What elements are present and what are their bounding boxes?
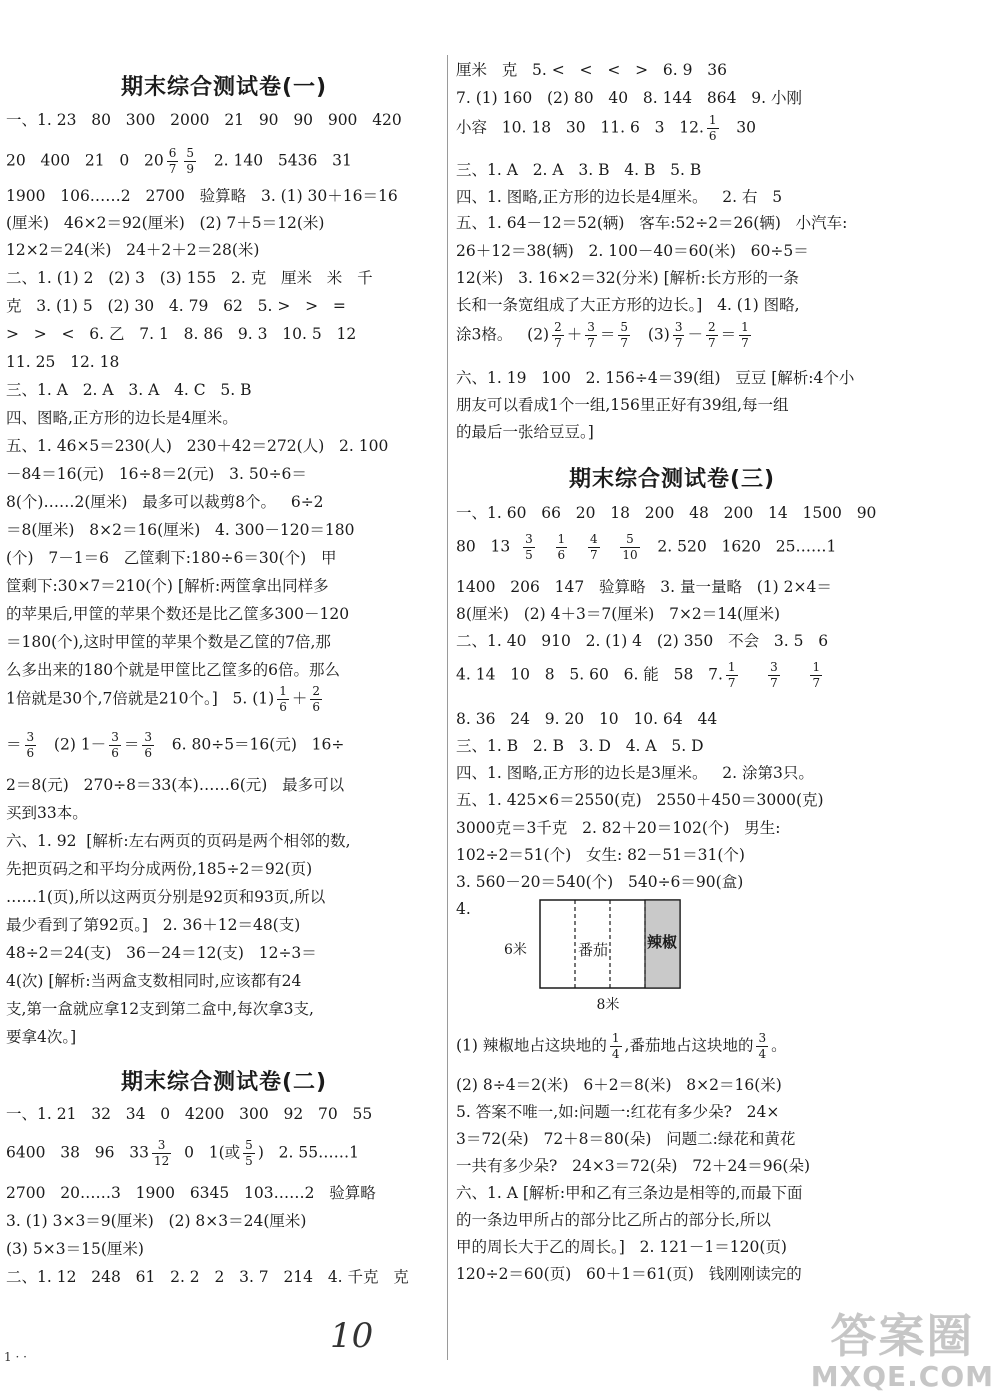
- answer-line: 12×2＝24(米) 24＋2＋2＝28(米): [6, 241, 260, 259]
- answer-line: [456, 320, 888, 351]
- fraction-numerator: 4: [589, 532, 598, 546]
- answer-line: 4.: [456, 900, 471, 918]
- answer-line: [6, 1138, 442, 1169]
- corner-mark: 1 · ·: [4, 1350, 27, 1364]
- fraction-denominator: 5: [245, 1154, 253, 1168]
- answer-line: 买到33本。: [6, 804, 88, 822]
- fraction: [152, 1138, 171, 1169]
- fraction-denominator: 7: [812, 676, 821, 690]
- fraction-denominator: 10: [622, 548, 638, 562]
- answer-text: ＋: [566, 325, 583, 344]
- answer-text: －: [687, 325, 703, 344]
- fraction-denominator: 5: [525, 548, 533, 562]
- fraction: [706, 320, 718, 351]
- answer-line: 一、1. 23 80 300 2000 21 90 90 900 420: [6, 111, 402, 129]
- column-divider: [447, 55, 448, 1360]
- answer-text: 6. 80÷5＝16(元) 16÷: [156, 735, 345, 754]
- fraction: [25, 730, 37, 761]
- fraction: [552, 320, 564, 351]
- answer-line: 二、1. 40 910 2. (1) 4 (2) 350 不会 3. 5 6: [456, 632, 829, 650]
- answer-line: 2＝8(元) 270÷8＝33(本)……6(元) 最多可以: [6, 776, 345, 794]
- field-diagram: [490, 895, 690, 1015]
- answer-text: (3): [633, 325, 670, 344]
- answer-text: ＝: [720, 325, 737, 344]
- answer-text: ) 2. 55……1: [257, 1143, 359, 1162]
- fraction-denominator: 4: [758, 1047, 767, 1061]
- answer-line: 二、1. 12 248 61 2. 2 2 3. 7 214 4. 千克 克: [6, 1268, 409, 1286]
- fraction-numerator: 5: [620, 532, 639, 548]
- section-title-2: 期末综合测试卷(二): [120, 1070, 328, 1095]
- fraction-numerator: 1: [812, 660, 821, 674]
- answer-line: 三、1. A 2. A 3. B 4. B 5. B: [456, 161, 702, 179]
- answer-text: 30: [721, 118, 757, 137]
- fraction-denominator: 7: [168, 162, 177, 176]
- fraction-numerator: 2: [312, 684, 321, 698]
- answer-line: [6, 146, 442, 177]
- answer-line: [456, 532, 888, 563]
- answer-line: 四、1. 图略,正方形的边长是4厘米。 2. 右 5: [456, 188, 783, 206]
- answer-text: 2. 520 1620 25……1: [657, 537, 837, 556]
- answer-line: 1400 206 147 验算略 3. 量一量略 (1) 2×4＝: [456, 578, 832, 596]
- fraction-denominator: 7: [741, 336, 749, 350]
- answer-line: (2) 8÷4＝2(米) 6＋2＝8(米) 8×2＝16(米): [456, 1076, 782, 1094]
- answer-line: 六、1. 92 [解析:左右两页的页码是两个相邻的数,: [6, 832, 351, 850]
- answer-line: 厘米 克 5. < < < > 6. 9 36: [456, 61, 727, 79]
- fraction-numerator: 3: [758, 1031, 767, 1045]
- fraction-denominator: 6: [144, 746, 152, 760]
- answer-text: ＝: [123, 735, 140, 754]
- answer-line: 120÷2＝60(页) 60＋1＝61(页) 钱刚刚读完的: [456, 1265, 802, 1283]
- answer-line: 五、1. 46×5＝230(人) 230＋42＝272(人) 2. 100: [6, 437, 389, 455]
- answer-text: ＋: [291, 689, 308, 708]
- fraction-numerator: 6: [168, 146, 177, 160]
- answer-line: －84＝16(元) 16÷8＝2(元) 3. 50÷6＝: [6, 465, 307, 483]
- fraction: [810, 660, 822, 691]
- fraction-numerator: 1: [708, 113, 717, 127]
- answer-line: 一、1. 21 32 34 0 4200 300 92 70 55: [6, 1105, 373, 1123]
- diagram-length-label: 8米: [596, 997, 620, 1013]
- fraction-numerator: 3: [674, 320, 683, 334]
- fraction: [618, 320, 630, 351]
- fraction-numerator: 1: [279, 684, 287, 698]
- fraction-numerator: 1: [741, 320, 749, 334]
- fraction-denominator: 7: [554, 336, 562, 350]
- answer-line: (个) 7－1＝6 乙筐剩下:180÷6＝30(个) 甲: [6, 549, 337, 567]
- answer-line: 3. (1) 3×3＝9(厘米) (2) 8×3＝24(厘米): [6, 1212, 307, 1230]
- answer-line: 11. 25 12. 18: [6, 353, 120, 371]
- answer-line: 1900 106……2 2700 验算略 3. (1) 30＋16＝16: [6, 187, 398, 205]
- answer-line: 一、1. 60 66 20 18 200 48 200 14 1500 90: [456, 504, 877, 522]
- answer-line: 五、1. 425×6＝2550(克) 2550＋450＝3000(克): [456, 791, 824, 809]
- answer-text: 20 400 21 0 20: [6, 151, 164, 170]
- fraction-numerator: 3: [111, 730, 119, 744]
- answer-line: 26＋12＝38(辆) 2. 100－40＝60(米) 60÷5＝: [456, 242, 809, 260]
- answer-line: [6, 730, 442, 761]
- answer-line: 长和一条宽组成了大正方形的边长。] 4. (1) 图略,: [456, 296, 800, 314]
- fraction-denominator: 7: [770, 676, 778, 690]
- answer-line: 8(厘米) (2) 4＋3＝7(厘米) 7×2＝14(厘米): [456, 605, 781, 623]
- fraction-denominator: 6: [26, 746, 35, 760]
- answer-line: 四、图略,正方形的边长是4厘米。: [6, 409, 238, 427]
- fraction-denominator: 7: [727, 676, 736, 690]
- fraction-numerator: 3: [26, 730, 35, 744]
- answer-line: 支,第一盒就应拿12支到第二盒中,每次拿3支,: [6, 1000, 314, 1018]
- answer-line: 六、1. A [解析:甲和乙有三条边是相等的,而最下面: [456, 1184, 803, 1202]
- fraction: [167, 146, 179, 177]
- section-title-3: 期末综合测试卷(三): [568, 467, 776, 492]
- answer-text: 0 1(或: [184, 1143, 241, 1162]
- fraction: [610, 1031, 622, 1062]
- answer-line: [456, 1031, 888, 1062]
- answer-text: 80 13: [456, 537, 511, 556]
- answer-line: 克 3. (1) 5 (2) 30 4. 79 62 5. > > =: [6, 297, 346, 315]
- watermark-url: MXQE.COM: [810, 1360, 994, 1393]
- fraction: [523, 532, 535, 563]
- answer-line: 先把页码之和平均分成两份,185÷2＝92(页): [6, 860, 313, 878]
- fraction-denominator: 6: [557, 548, 566, 562]
- fraction: [142, 730, 154, 761]
- fraction-numerator: 2: [554, 320, 562, 334]
- fraction-denominator: 12: [153, 1154, 170, 1168]
- answer-line: 8. 36 24 9. 20 10 10. 64 44: [456, 710, 718, 728]
- fraction-numerator: 3: [152, 1138, 171, 1154]
- answer-line: 要拿4次。]: [6, 1028, 77, 1046]
- fraction-denominator: 6: [111, 746, 119, 760]
- fraction: [277, 684, 289, 715]
- answer-line: > > < 6. 乙 7. 1 8. 86 9. 3 10. 5 12: [6, 325, 357, 343]
- answer-line: ＝180(个),这时甲筐的苹果个数是乙筐的7倍,那: [6, 633, 331, 651]
- fraction-denominator: 6: [279, 700, 287, 714]
- answer-line: 甲的周长大于乙的周长。] 2. 121－1＝120(页): [456, 1238, 787, 1256]
- answer-line: 三、1. A 2. A 3. A 4. C 5. B: [6, 381, 252, 399]
- answer-line: (3) 5×3＝15(厘米): [6, 1240, 144, 1258]
- fraction: [739, 320, 751, 351]
- fraction: [109, 730, 121, 761]
- answer-text: (1) 辣椒地占这块地的: [456, 1036, 607, 1055]
- answer-line: 三、1. B 2. B 3. D 4. A 5. D: [456, 737, 704, 755]
- answer-line: 102÷2＝51(个) 女生: 82－51＝31(个): [456, 846, 745, 864]
- answer-line: [456, 660, 888, 691]
- fraction-denominator: 7: [620, 336, 629, 350]
- fraction-denominator: 4: [611, 1047, 620, 1061]
- fraction-numerator: 5: [186, 146, 195, 160]
- answer-text: 2. 140 5436 31: [213, 151, 352, 170]
- answer-line: ＝8(厘米) 8×2＝16(厘米) 4. 300－120＝180: [6, 521, 355, 539]
- fraction-denominator: 6: [708, 129, 717, 143]
- fraction: [673, 320, 685, 351]
- answer-line: 4(次) [解析:当两盒支数相同时,应该都有24: [6, 972, 302, 990]
- answer-line: 3＝72(朵) 72＋8＝80(朵) 问题二:绿花和黄花: [456, 1130, 796, 1148]
- answer-text: ＝: [6, 735, 22, 754]
- fraction-numerator: 3: [770, 660, 778, 674]
- answer-line: 5. 答案不唯一,如:问题一:红花有多少朵? 24×: [456, 1103, 780, 1121]
- answer-line: 筐剩下:30×7＝210(个) [解析:两筐拿出同样多: [6, 577, 329, 595]
- fraction: [768, 660, 780, 691]
- pepper-label: 辣椒: [646, 933, 678, 951]
- fraction: [588, 532, 600, 563]
- answer-text: 。: [771, 1036, 787, 1055]
- fraction: [756, 1031, 768, 1062]
- fraction: [585, 320, 597, 351]
- fraction-numerator: 1: [557, 532, 566, 546]
- fraction: [620, 532, 639, 563]
- fraction: [726, 660, 738, 691]
- fraction: [556, 532, 568, 563]
- answer-line: 8(个)……2(厘米) 最多可以裁剪8个。 6÷2: [6, 493, 324, 511]
- fraction-denominator: 9: [186, 162, 195, 176]
- fraction-numerator: 3: [525, 532, 533, 546]
- tomato-label: 番茄: [577, 941, 609, 959]
- answer-line: 五、1. 64－12＝52(辆) 客车:52÷2＝26(辆) 小汽车:: [456, 214, 848, 232]
- fraction-denominator: 7: [674, 336, 683, 350]
- fraction: [707, 113, 719, 144]
- answer-line: 2700 20……3 1900 6345 103……2 验算略: [6, 1184, 376, 1202]
- fraction-denominator: 6: [312, 700, 321, 714]
- answer-line: 最少看到了第92页。] 2. 36＋12＝48(支): [6, 916, 301, 934]
- answer-line: 的一条边甲所占的部分比乙所占的部分长,所以: [456, 1211, 771, 1229]
- answer-line: ……1(页),所以这两页分别是92页和93页,所以: [6, 888, 326, 906]
- answer-line: 六、1. 19 100 2. 156÷4＝39(组) 豆豆 [解析:4个小: [456, 369, 855, 387]
- answer-text: ＝: [599, 325, 616, 344]
- answer-line: 的最后一张给豆豆。]: [456, 423, 594, 441]
- answer-text: 6400 38 96 33: [6, 1143, 149, 1162]
- fraction-numerator: 5: [620, 320, 629, 334]
- answer-text: (2) 1－: [39, 735, 107, 754]
- fraction-denominator: 7: [589, 548, 598, 562]
- fraction: [184, 146, 196, 177]
- answer-line: 四、1. 图略,正方形的边长是3厘米。 2. 涂第3只。: [456, 764, 814, 782]
- fraction-numerator: 3: [144, 730, 152, 744]
- answer-text: 涂3格。 (2): [456, 325, 550, 344]
- answer-line: 么多出来的180个就是甲筐比乙筐多的6倍。那么: [6, 661, 340, 679]
- answer-line: 朋友可以看成1个一组,156里正好有39组,每一组: [456, 396, 789, 414]
- answer-line: 3. 560－20＝540(个) 540÷6＝90(盒): [456, 873, 744, 891]
- answer-text: ,番茄地占这块地的: [624, 1036, 754, 1055]
- answer-text: 1倍就是30个,7倍就是210个。] 5. (1): [6, 689, 275, 708]
- fraction-numerator: 2: [707, 320, 716, 334]
- fraction-denominator: 7: [587, 336, 595, 350]
- answer-line: 12(米) 3. 16×2＝32(分米) [解析:长方形的一条: [456, 269, 799, 287]
- answer-line: (厘米) 46×2＝92(厘米) (2) 7＋5＝12(米): [6, 214, 325, 232]
- answer-line: 的苹果后,甲筐的苹果个数还是比乙筐多300－120: [6, 605, 350, 623]
- answer-line: 48÷2＝24(支) 36－24＝12(支) 12÷3＝: [6, 944, 317, 962]
- answer-text: 小容 10. 18 30 11. 6 3 12.: [456, 118, 704, 137]
- fraction: [243, 1138, 255, 1169]
- answer-text: 4. 14 10 8 5. 60 6. 能 58 7.: [456, 665, 723, 684]
- answer-line: 一共有多少朵? 24×3＝72(朵) 72＋24＝96(朵): [456, 1157, 811, 1175]
- answer-line: 7. (1) 160 (2) 80 40 8. 144 864 9. 小刚: [456, 89, 803, 107]
- answer-line: 二、1. (1) 2 (2) 3 (3) 155 2. 克 厘米 米 千: [6, 269, 373, 287]
- watermark-text: 答案圈: [830, 1309, 975, 1363]
- fraction: [310, 684, 322, 715]
- diagram-width-label: 6米: [504, 942, 527, 958]
- fraction-numerator: 1: [727, 660, 736, 674]
- watermark: [811, 1300, 994, 1393]
- answer-line: [6, 684, 442, 715]
- fraction-numerator: 1: [611, 1031, 620, 1045]
- page-number: 10: [330, 1316, 374, 1356]
- fraction-denominator: 7: [707, 336, 716, 350]
- section-title-1: 期末综合测试卷(一): [120, 75, 328, 100]
- answer-line: 3000克＝3千克 2. 82＋20＝102(个) 男生:: [456, 819, 781, 837]
- fraction-numerator: 5: [245, 1138, 253, 1152]
- fraction-numerator: 3: [587, 320, 595, 334]
- answer-line: [456, 113, 888, 144]
